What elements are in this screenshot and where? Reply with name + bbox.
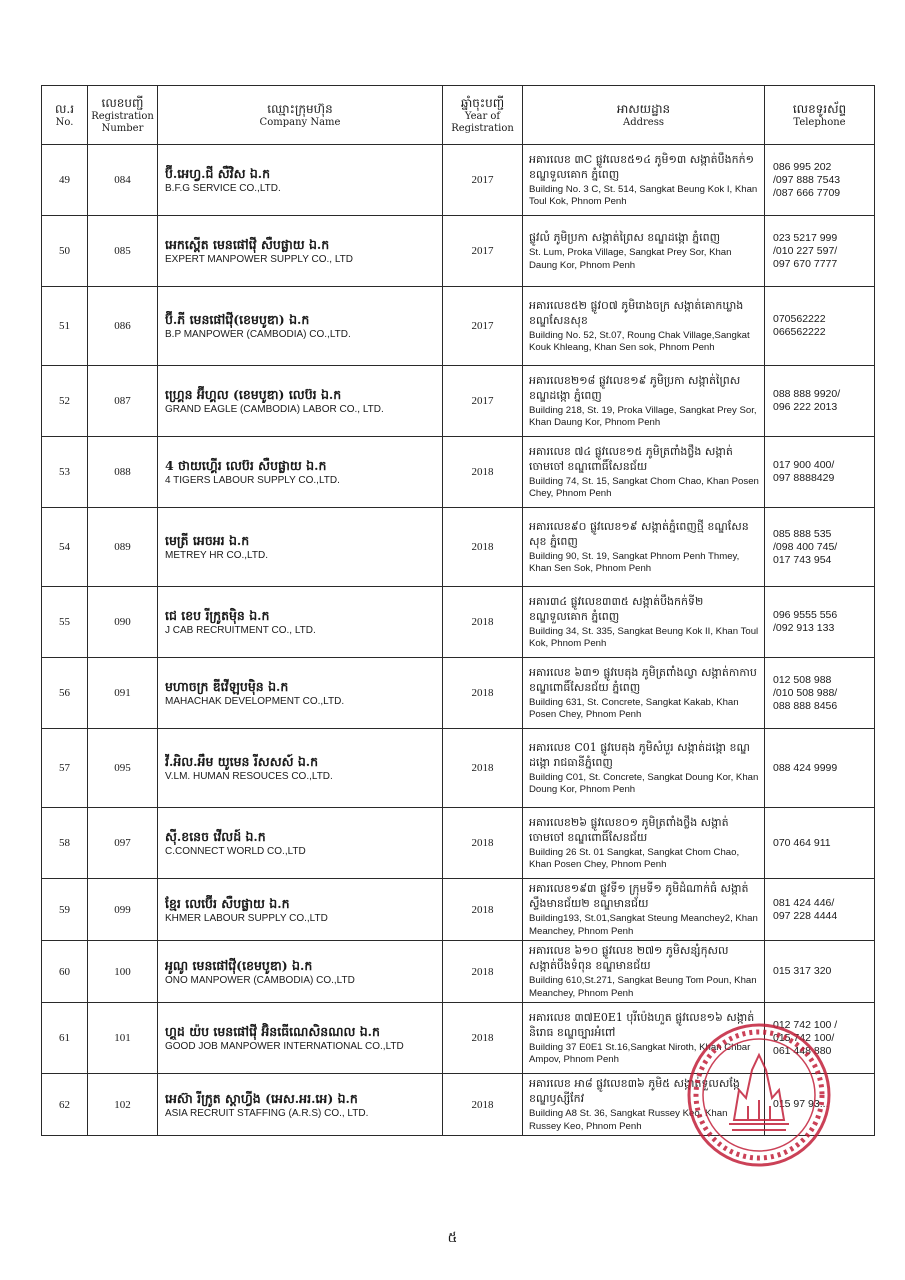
cell-address (523, 941, 765, 1003)
table-row (42, 437, 875, 508)
address-english: Building 37 E0E1 St.16,Sangkat Niroth, Khan Chbar Ampov, Phnom Penh (529, 1041, 751, 1065)
phone-number: 015 742 100/ (773, 1031, 835, 1044)
cell-registration-number: 086 (88, 287, 158, 366)
cell-no: 55 (42, 587, 88, 658)
cell-telephone (765, 216, 875, 287)
cell-registration-number: 091 (88, 658, 158, 729)
cell-company-name (158, 1003, 443, 1074)
cell-telephone (765, 879, 875, 941)
header-address: អាសយដ្ឋាន Address (523, 86, 765, 145)
cell-company-name (158, 145, 443, 216)
phone-number: /097 888 7543 (773, 173, 841, 186)
cell-year: 2018 (443, 1074, 523, 1136)
cell-no: 60 (42, 941, 88, 1003)
table-row (42, 941, 875, 1003)
cell-year: 2018 (443, 941, 523, 1003)
company-name-english: 4 TIGERS LABOUR SUPPLY CO.,LTD. (165, 475, 340, 486)
cell-no: 50 (42, 216, 88, 287)
cell-year: 2018 (443, 808, 523, 879)
company-name-khmer: មហាចក្រ ឌីវើឡុបម៉ិន ឯ.ក (165, 679, 289, 694)
cell-company-name (158, 941, 443, 1003)
cell-company-name (158, 1074, 443, 1136)
cell-registration-number: 084 (88, 145, 158, 216)
cell-company-name (158, 508, 443, 587)
cell-address (523, 587, 765, 658)
cell-no: 53 (42, 437, 88, 508)
cell-year: 2018 (443, 1003, 523, 1074)
cell-no: 59 (42, 879, 88, 941)
table-body (42, 145, 875, 1136)
cell-telephone (765, 366, 875, 437)
address-english: Building A8 St. 36, Sangkat Russey Keo, Khan Russey Keo, Phnom Penh (529, 1108, 728, 1132)
table-row (42, 508, 875, 587)
phone-number: 070 464 911 (773, 836, 831, 849)
table-row (42, 145, 875, 216)
cell-address (523, 879, 765, 941)
cell-company-name (158, 587, 443, 658)
cell-registration-number: 101 (88, 1003, 158, 1074)
cell-telephone (765, 941, 875, 1003)
cell-address (523, 1074, 765, 1136)
phone-number: 012 742 100 / (773, 1018, 838, 1031)
cell-telephone (765, 508, 875, 587)
cell-no: 52 (42, 366, 88, 437)
cell-telephone (765, 729, 875, 808)
company-name-english: EXPERT MANPOWER SUPPLY CO., LTD (165, 254, 354, 265)
phone-number: 086 995 202 (773, 160, 832, 173)
cell-no: 62 (42, 1074, 88, 1136)
cell-company-name (158, 366, 443, 437)
cell-year: 2018 (443, 879, 523, 941)
phone-number: 097 228 4444 (773, 909, 838, 922)
cell-registration-number: 090 (88, 587, 158, 658)
address-khmer: អគារលេខ២៦ ផ្លូវលេខ០១ ភូមិត្រពាំងថ្លឹង សង្កាត់ចោមចៅ ខណ្ឌពោធិ៍សែនជ័យ (529, 815, 729, 844)
cell-address (523, 508, 765, 587)
cell-no: 58 (42, 808, 88, 879)
cell-registration-number: 099 (88, 879, 158, 941)
cell-no: 54 (42, 508, 88, 587)
company-name-english: METREY HR CO.,LTD. (165, 550, 268, 561)
cell-telephone (765, 287, 875, 366)
phone-number: 066562222 (773, 326, 826, 338)
phone-number: 081 424 446/ (773, 896, 835, 909)
company-name-english: GRAND EAGLE (CAMBODIA) LABOR CO., LTD. (165, 404, 384, 415)
address-khmer: អគារលេខ៩០ ផ្លូវលេខ១៩ សង្កាត់ភ្នំពេញថ្មី ខណ្ឌសែនសុខ ភ្នំពេញ (529, 519, 749, 548)
company-name-khmer: មេត្រី អេចអរ ឯ.ក (165, 533, 250, 548)
cell-company-name (158, 216, 443, 287)
company-name-khmer: អូណូ មេនផៅវ៉ើ(ខេមបូឌា) ឯ.ក (165, 957, 313, 973)
cell-address (523, 658, 765, 729)
phone-number: /010 227 597/ (773, 244, 838, 257)
address-english: Building No. 52, St.07, Roung Chak Village,Sangkat Kouk Khleang, Khan Sen sok, Phnom Penh (529, 329, 750, 353)
phone-number: 088 888 8456 (773, 699, 838, 712)
address-khmer: អគារលេខ ៦១០ ផ្លូវលេខ ២៧១ ភូមិសន្សំកុសល សង្កាត់បឹងទំពុន ខណ្ឌមានជ័យ (529, 944, 729, 972)
cell-registration-number: 102 (88, 1074, 158, 1136)
cell-year: 2017 (443, 287, 523, 366)
phone-number: 015 97 93... (773, 1098, 829, 1110)
header-no: ល.រ No. (42, 86, 88, 145)
cell-year: 2018 (443, 437, 523, 508)
header-company-name: ឈ្មោះក្រុមហ៊ុន Company Name (158, 86, 443, 145)
cell-telephone (765, 658, 875, 729)
table-row (42, 658, 875, 729)
phone-number: /010 508 988/ (773, 686, 838, 699)
table-row (42, 1074, 875, 1136)
registry-table-container (41, 85, 874, 1136)
cell-address (523, 216, 765, 287)
cell-address (523, 437, 765, 508)
address-english: Building 26 St. 01 Sangkat, Sangkat Chom Chao, Khan Posen Chey, Phnom Penh (529, 846, 740, 870)
cell-telephone (765, 1074, 875, 1136)
company-name-khmer: ខ្មែរ លេប៊ើរ សឺបផ្លាយ ឯ.ក (165, 895, 290, 911)
cell-no: 57 (42, 729, 88, 808)
address-english: Building193, St.01,Sangkat Steung Meanchey2, Khan Meanchey, Phnom Penh (529, 913, 758, 937)
address-english: St. Lum, Proka Village, Sangkat Prey Sor, Khan Daung Kor, Phnom Penh (529, 247, 732, 271)
address-english: Building C01, St. Concrete, Sangkat Doung Kor, Khan Doung Kor, Phnom Penh (529, 771, 759, 795)
company-name-english: KHMER LABOUR SUPPLY CO.,LTD (165, 912, 328, 924)
cell-company-name (158, 437, 443, 508)
phone-number: /092 913 133 (773, 622, 835, 634)
phone-number: 097 8888429 (773, 472, 835, 484)
address-khmer: អគារលេខ អា៨ ផ្លូវលេខ៣៦ ភូមិ៥ សង្កាត់ទួលសង្កែ ខណ្ឌឫស្សីកែវ (529, 1077, 740, 1105)
cell-address (523, 729, 765, 808)
address-english: Building 34, St. 335, Sangkat Beung Kok II, Khan Toul Kok, Phnom Penh (529, 625, 759, 649)
company-name-khmer: អេស៊ា រីក្រូត ស្តាហ្វីង (អេស.អរ.អេ) ឯ.ក (165, 1090, 358, 1106)
company-name-khmer: 4 ថាយហ្គើរ លេប៊រ សឺបផ្លាយ ឯ.ក (165, 458, 327, 473)
address-english: Building No. 3 C, St. 514, Sangkat Beung Kok I, Khan Toul Kok, Phnom Penh (529, 183, 758, 207)
company-name-khmer: វី.អិល.អឹម យូមេន រីសសស៍ ឯ.ក (165, 754, 319, 769)
cell-company-name (158, 808, 443, 879)
table-row (42, 1003, 875, 1074)
table-row (42, 587, 875, 658)
company-name-khmer: ប៊ី.ភី មេនផៅវ៉ើ(ខេមបូឌា) ឯ.ក (165, 312, 310, 327)
cell-telephone (765, 145, 875, 216)
cell-year: 2018 (443, 587, 523, 658)
cell-company-name (158, 287, 443, 366)
phone-number: 012 508 988 (773, 673, 832, 686)
address-khmer: អគារ៣៤ ផ្លូវលេខ៣៣៥ សង្កាត់បឹងកក់ទី២ ខណ្ឌទួលគោក ភ្នំពេញ (529, 594, 704, 623)
cell-registration-number: 087 (88, 366, 158, 437)
phone-number: 070562222 (773, 313, 826, 325)
cell-company-name (158, 879, 443, 941)
phone-number: 023 5217 999 (773, 231, 838, 244)
phone-number: 097 670 7777 (773, 257, 838, 270)
phone-number: 017 900 400/ (773, 459, 835, 471)
registry-table (41, 85, 875, 1136)
page-number: ៥ (447, 1230, 458, 1246)
address-khmer: អគារលេខ ៣៧E0E1 បុរីប៉េងហួត ផ្លូវលេខ១៦ សង្កាត់និរោធ ខណ្ឌច្បារអំពៅ (529, 1010, 755, 1039)
table-header-row (42, 86, 875, 145)
address-khmer: អគារលេខ ៦៣១ ផ្លូវបេតុង ភូមិត្រពាំងល្វា សង្កាត់កាកាប ខណ្ឌពោធិ៍សែនជ័យ ភ្នំពេញ (529, 665, 757, 694)
cell-registration-number: 085 (88, 216, 158, 287)
address-khmer: អគារលេខ ៣C ផ្លូវលេខ៥១៤ ភូមិ១៣ សង្កាត់បឹងកក់១ ខណ្ឌទួលគោក ភ្នំពេញ (529, 152, 754, 181)
company-name-english: V.LM. HUMAN RESOUCES CO.,LTD. (165, 771, 333, 782)
cell-year: 2018 (443, 658, 523, 729)
phone-number: 096 222 2013 (773, 401, 838, 413)
address-english: Building 631, St. Concrete, Sangkat Kakab, Khan Posen Chey, Phnom Penh (529, 696, 739, 720)
table-row (42, 366, 875, 437)
address-khmer: អគារលេខ១៩៣ ផ្លូវទី១ ក្រុមទី១ ភូមិដំណាក់ធំ សង្កាត់ស្ទឹងមានជ័យ២ ខណ្ឌមានជ័យ (529, 882, 749, 910)
header-year-of-registration: ឆ្នាំចុះបញ្ជី Year of Registration (443, 86, 523, 145)
cell-year: 2017 (443, 216, 523, 287)
cell-year: 2017 (443, 366, 523, 437)
header-telephone: លេខទូរស័ព្ទ Telephone (765, 86, 875, 145)
address-english: Building 74, St. 15, Sangkat Chom Chao, Khan Posen Chey, Phnom Penh (529, 475, 759, 499)
company-name-khmer: ប៊ី.អេហ្វ.ជី សឺវិស ឯ.ក (165, 166, 271, 181)
company-name-english: B.F.G SERVICE CO.,LTD. (165, 183, 281, 194)
cell-year: 2017 (443, 145, 523, 216)
company-name-english: ONO MANPOWER (CAMBODIA) CO.,LTD (165, 974, 355, 986)
address-khmer: អគារលេខ ៧៤ ផ្លូវលេខ១៥ ភូមិត្រពាំងថ្លឹង សង្កាត់ចោមចៅ ខណ្ឌពោធិ៍សែនជ័យ (529, 444, 733, 473)
cell-address (523, 1003, 765, 1074)
cell-no: 56 (42, 658, 88, 729)
phone-number: 088 424 9999 (773, 761, 838, 774)
cell-year: 2018 (443, 508, 523, 587)
address-khmer: អគារលេខ C01 ផ្លូវបេតុង ភូមិសំបួរ សង្កាត់ដង្កោ ខណ្ឌដង្កោ រាជធានីភ្នំពេញ (529, 740, 750, 769)
cell-telephone (765, 1003, 875, 1074)
company-name-khmer: ស៊ី.ខនេច វើលដ៍ ឯ.ក (165, 829, 266, 844)
cell-address (523, 287, 765, 366)
company-name-khmer: អេកស្ពើត មេនផៅវ៉ើ សឺបផ្លាយ ឯ.ក (165, 237, 330, 252)
cell-telephone (765, 587, 875, 658)
company-name-english: C.CONNECT WORLD CO.,LTD (165, 846, 306, 857)
cell-no: 51 (42, 287, 88, 366)
company-name-english: ASIA RECRUIT STAFFING (A.R.S) CO., LTD. (165, 1107, 369, 1119)
cell-company-name (158, 658, 443, 729)
table-row (42, 287, 875, 366)
cell-no: 49 (42, 145, 88, 216)
address-khmer: អគារលេខ៥២ ផ្លូវ០៧ ភូមិរោងចក្រ សង្កាត់គោកឃ្លាង ខណ្ឌសែនសុខ (529, 298, 744, 327)
cell-year: 2018 (443, 729, 523, 808)
address-khmer: ផ្លូវលំ ភូមិប្រកា សង្កាត់ព្រៃស ខណ្ឌដង្កោ ភ្នំពេញ (529, 231, 721, 244)
cell-registration-number: 089 (88, 508, 158, 587)
cell-no: 61 (42, 1003, 88, 1074)
cell-registration-number: 100 (88, 941, 158, 1003)
phone-number: 017 743 954 (773, 553, 832, 566)
cell-telephone (765, 437, 875, 508)
cell-address (523, 145, 765, 216)
phone-number: 085 888 535 (773, 527, 832, 540)
company-name-khmer: ហ្គ្រេន អ៊ីហ្គល (ខេមបូឌា) លេប៊រ ឯ.ក (165, 387, 342, 402)
phone-number: 096 9555 556 (773, 609, 838, 621)
company-name-english: B.P MANPOWER (CAMBODIA) CO.,LTD. (165, 329, 351, 340)
address-english: Building 610,St.271, Sangkat Beung Tom Poun, Khan Meanchey, Phnom Penh (529, 975, 757, 999)
phone-number: 015 317 320 (773, 965, 832, 977)
phone-number: /087 666 7709 (773, 186, 841, 199)
cell-address (523, 366, 765, 437)
company-name-english: GOOD JOB MANPOWER INTERNATIONAL CO.,LTD (165, 1041, 404, 1052)
header-registration-number: លេខបញ្ជី Registration Number (88, 86, 158, 145)
company-name-english: MAHACHAK DEVELOPMENT CO.,LTD. (165, 696, 345, 707)
cell-telephone (765, 808, 875, 879)
table-row (42, 216, 875, 287)
cell-registration-number: 088 (88, 437, 158, 508)
table-row (42, 879, 875, 941)
phone-number: 088 888 9920/ (773, 388, 841, 400)
address-english: Building 218, St. 19, Proka Village, Sangkat Prey Sor, Khan Daung Kor, Phnom Penh (529, 404, 757, 428)
cell-address (523, 808, 765, 879)
table-row (42, 729, 875, 808)
cell-registration-number: 095 (88, 729, 158, 808)
company-name-khmer: ហ្គូដ យ៉ប មេនផៅវ៉ើ អ៊ិនធើណេសិនណល ឯ.ក (165, 1024, 380, 1039)
address-english: Building 90, St. 19, Sangkat Phnom Penh Thmey, Khan Sen Sok, Phnom Penh (529, 550, 740, 574)
company-name-english: J CAB RECRUITMENT CO., LTD. (165, 625, 316, 636)
company-name-khmer: ជេ ខេប រីក្រូតម៉ិន ឯ.ក (165, 608, 270, 623)
phone-number: /098 400 745/ (773, 540, 838, 553)
cell-company-name (158, 729, 443, 808)
phone-number: 061 448 880 (773, 1044, 832, 1057)
address-khmer: អគារលេខ២១៨ ផ្លូវលេខ១៩ ភូមិប្រកា សង្កាត់ព្រៃស ខណ្ឌដង្កោ ភ្នំពេញ (529, 373, 741, 402)
cell-registration-number: 097 (88, 808, 158, 879)
table-row (42, 808, 875, 879)
